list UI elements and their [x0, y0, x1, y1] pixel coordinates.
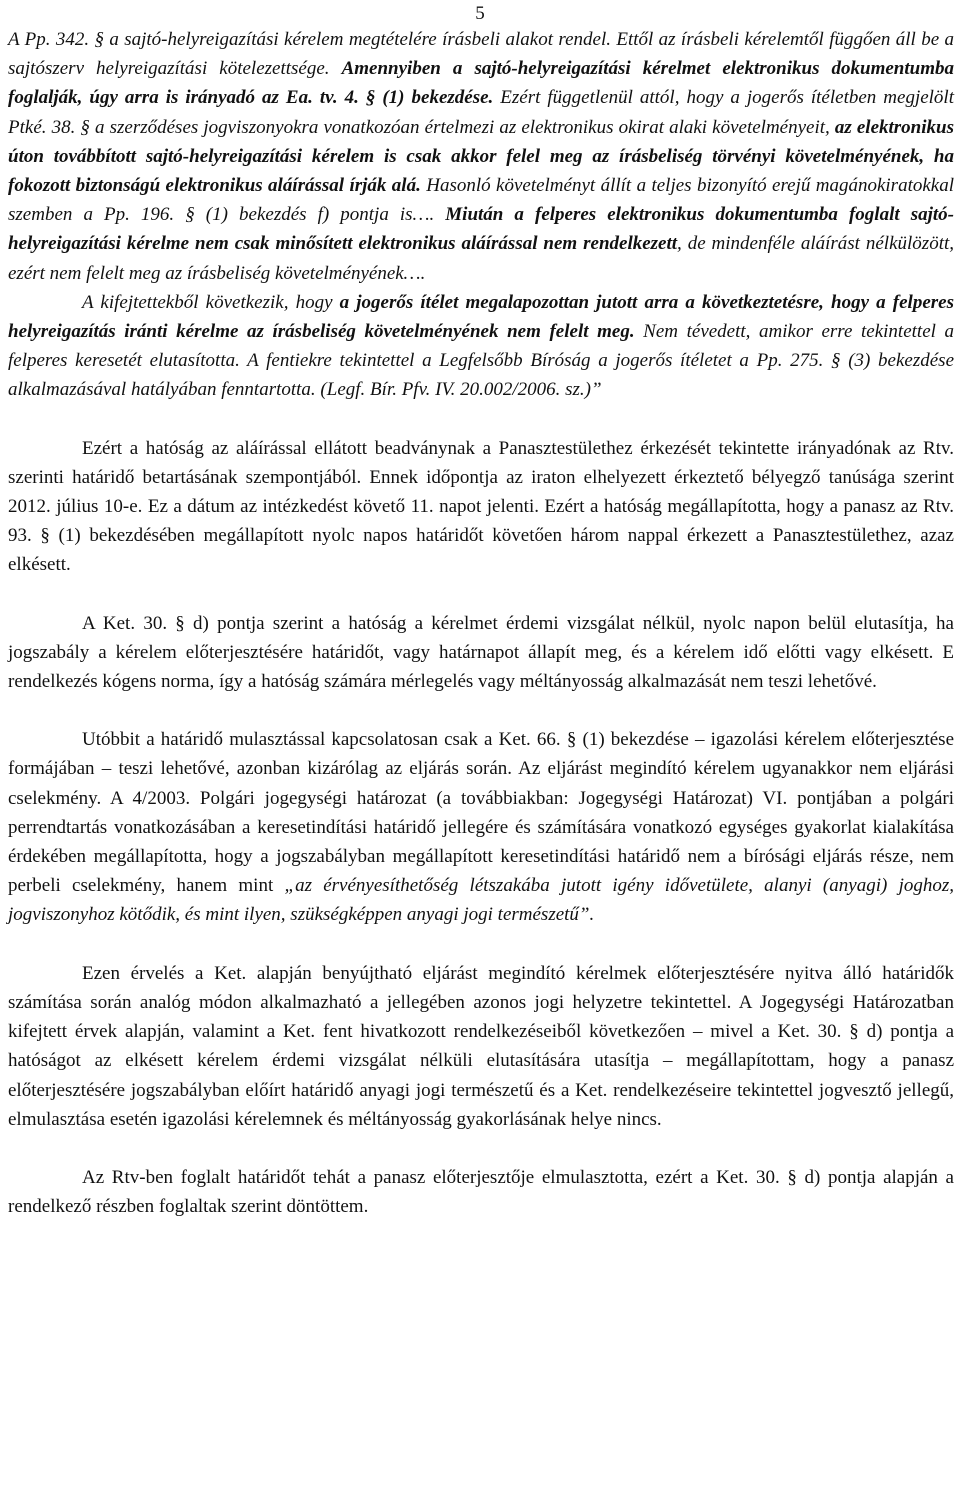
paragraph: [8, 1163, 954, 1221]
text-segment: a jogerős ítélet megalapozottan jutott arra a következtetésre, hogy a felperes helyreigazítás iránti kérelme az írásbeliség követelményének nem felelt meg.: [8, 291, 954, 343]
paragraph: [8, 288, 954, 405]
text-segment: az elektronikus úton továbbított sajtó-helyreigazítási kérelem is csak akkor felel meg az írásbeliség törvényi követelményének, ha fokozott biztonságú elektronikus aláírással írják alá.: [8, 116, 954, 197]
text-segment: Az Rtv-ben foglalt határidőt tehát a panasz előterjesztője elmulasztotta, ezért a Ket. 30. § d) pontja alapján a rendelkező részben foglaltak szerint döntöttem.: [8, 1166, 954, 1218]
text-segment: Ezért a hatóság az aláírással ellátott beadványnak a Panasztestülethez érkezését tekintette irányadónak az Rtv. szerinti határidő betartásának szempontjából. Ennek időpontja az iraton elhelyezett érkeztető bélyegző tanúsága szerint 2012. július 10-e. Ez a dátum az intézkedést követő 11. napot jelenti. Ezért a hatóság megállapította, hogy a panasz az Rtv. 93. § (1) bekezdésében megállapított nyolc napos határidőt követően három nappal érkezett a Panasztestülethez, azaz elkésett.: [8, 437, 954, 576]
text-segment: A Ket. 30. § d) pontja szerint a hatóság a kérelmet érdemi vizsgálat nélkül, nyolc napon belül elutasítja, ha jogszabály a kérelem előterjesztésére határidőt, vagy határnapot állapít meg, és a kérelem idő előtti vagy elkésett. E rendelkezés kógens norma, így a hatóság számára mérlegelés vagy méltányosság alkalmazását nem teszi lehetővé.: [8, 612, 954, 693]
text-segment: Ezen érvelés a Ket. alapján benyújtható eljárást megindító kérelmek előterjesztésére nyitva álló határidők számítása során analóg módon alkalmazható a jellegében azonos jogi helyzetre tekintettel. A Jogegységi Határozatban kifejtett érvek alapján, valamint a Ket. fent hivatkozott rendelkezéseiből következően – mivel a Ket. 30. § d) pontja a hatóságot az elkésett kérelem érdemi vizsgálat nélküli elutasítására utasítja – megállapítottam, hogy a panasz előterjesztésére jogszabályban előírt határidő anyagi jogi természetű és a Ket. rendelkezéseire tekintettel jogvesztő jellegű, elmulasztása esetén igazolási kérelemnek és méltányosság gyakorlásának helye nincs.: [8, 962, 954, 1130]
text-segment: , de mindenféle aláírást nélkülözött, ezért nem felelt meg az írásbeliség követelményének….: [8, 233, 954, 284]
text-segment: A Pp. 342. § a sajtó-helyreigazítási kérelem megtételére írásbeli alakot rendel. Ettől az írásbeli kérelemtől függően áll be a sajtószerv helyreigazítási kötelezettsége.: [8, 29, 954, 80]
text-segment: Miután a felperes elektronikus dokumentumba foglalt sajtó-helyreigazítási kérelme nem csak minősített elektronikus aláírással nem rendelkezett: [8, 204, 954, 255]
paragraph: [8, 609, 954, 697]
paragraph: [8, 434, 954, 580]
paragraph: [8, 725, 954, 929]
text-segment: A kifejtettekből következik, hogy: [82, 291, 340, 313]
text-segment: Hasonló követelményt állít a teljes bizonyító erejű magánokiratokkal szemben a Pp. 196. § (1) bekezdés f) pontja is….: [8, 175, 954, 226]
text-segment: Amennyiben a sajtó-helyreigazítási kérelmet elektronikus dokumentumba foglalják, úgy arra is irányadó az Ea. tv. 4. § (1) bekezdése.: [8, 58, 954, 109]
text-segment: „az érvényesíthetőség létszakába jutott igény idővetülete, alanyi (anyagi) joghoz, jogviszonyhoz kötődik, és mint ilyen, szükségképpen anyagi jogi természetű”.: [8, 875, 954, 926]
document-body: [8, 25, 954, 1221]
paragraph: [8, 959, 954, 1134]
text-segment: Nem tévedett, amikor erre tekintettel a felperes keresetét elutasította. A fentiekre tekintettel a Legfelsőbb Bíróság a jogerős ítéletet a Pp. 275. § (3) bekezdése alkalmazásával hatályában fenntartotta. (Legf. Bír. Pfv. IV. 20.002/2006. sz.)”: [8, 321, 955, 401]
text-segment: Ezért függetlenül attól, hogy a jogerős ítéletben megjelölt Ptké. 38. § a szerződéses jogviszonyokra vonatkozóan értelmezi az elektronikus okirat alaki követelményeit,: [8, 87, 954, 138]
paragraph: [8, 25, 954, 288]
text-segment: Utóbbit a határidő mulasztással kapcsolatosan csak a Ket. 66. § (1) bekezdése – igazolási kérelem előterjesztése formájában – teszi lehetővé, azonban kizárólag az eljárás során. Az eljárást megindító kérelem ugyanakkor nem eljárási cselekmény. A 4/2003. Polgári jogegységi határozat (a továbbiakban: Jogegységi Határozat) VI. pontjában a polgári perrendtartás vonatkozásában a keresetindítási határidő jellegére és számítására vonatkozó egységes gyakorlat kialakítása érdekében megállapította, hogy a jogszabályban megállapított keresetindítási határidő nem a bírósági eljárás része, nem perbeli cselekmény, hanem mint: [8, 729, 954, 897]
page-number: 5: [475, 3, 485, 24]
